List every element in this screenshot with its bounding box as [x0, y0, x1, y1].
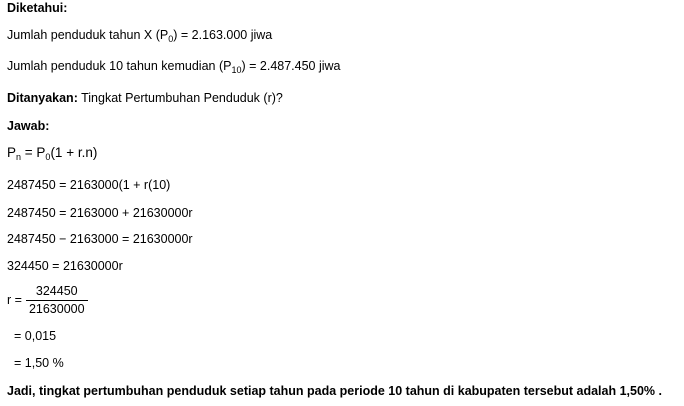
- formula-p: P: [7, 145, 17, 160]
- result-percent: = 1,50 %: [14, 356, 64, 370]
- given-population-10-text: Jumlah penduduk 10 tahun kemudian (P: [7, 59, 232, 73]
- diketahui-heading: Diketahui:: [7, 1, 68, 15]
- given-population-year-x-value: ) = 2.163.000 jiwa: [173, 28, 273, 42]
- step-2: 2487450 = 2163000 + 21630000r: [7, 206, 193, 220]
- formula-equals-p: = P: [21, 145, 46, 160]
- growth-formula: [7, 145, 97, 161]
- step-3: 2487450 − 2163000 = 21630000r: [7, 232, 193, 246]
- formula-sub-0: 0: [45, 152, 51, 162]
- given-population-year-x: [7, 27, 272, 43]
- ditanyakan-text: Tingkat Pertumbuhan Penduduk (r)?: [77, 91, 283, 105]
- formula-sub-n: n: [16, 152, 22, 162]
- formula-end: (1 + r.n): [50, 145, 98, 160]
- fraction-denominator: 21630000: [28, 302, 85, 316]
- jawab-heading: Jawab:: [7, 119, 50, 133]
- ditanyakan-label: Ditanyakan:: [7, 91, 78, 105]
- fraction: [26, 284, 88, 317]
- step-1: 2487450 = 2163000(1 + r(10): [7, 178, 171, 192]
- fraction-line: [7, 284, 88, 317]
- given-population-10-value: ) = 2.487.450 jiwa: [241, 59, 341, 73]
- fraction-lhs: r =: [7, 292, 22, 307]
- subscript-0: 0: [168, 34, 174, 44]
- fraction-numerator: 324450: [26, 284, 88, 301]
- question-line: [7, 90, 283, 106]
- given-population-10-years-later: [7, 58, 341, 74]
- conclusion: Jadi, tingkat pertumbuhan penduduk setiap tahun pada periode 10 tahun di kabupaten tersebut adalah 1,50% .: [7, 384, 662, 398]
- result-decimal: = 0,015: [14, 329, 57, 343]
- subscript-10: 10: [231, 65, 242, 75]
- step-4: 324450 = 21630000r: [7, 259, 123, 273]
- given-population-year-x-text: Jumlah penduduk tahun X (P: [7, 28, 169, 42]
